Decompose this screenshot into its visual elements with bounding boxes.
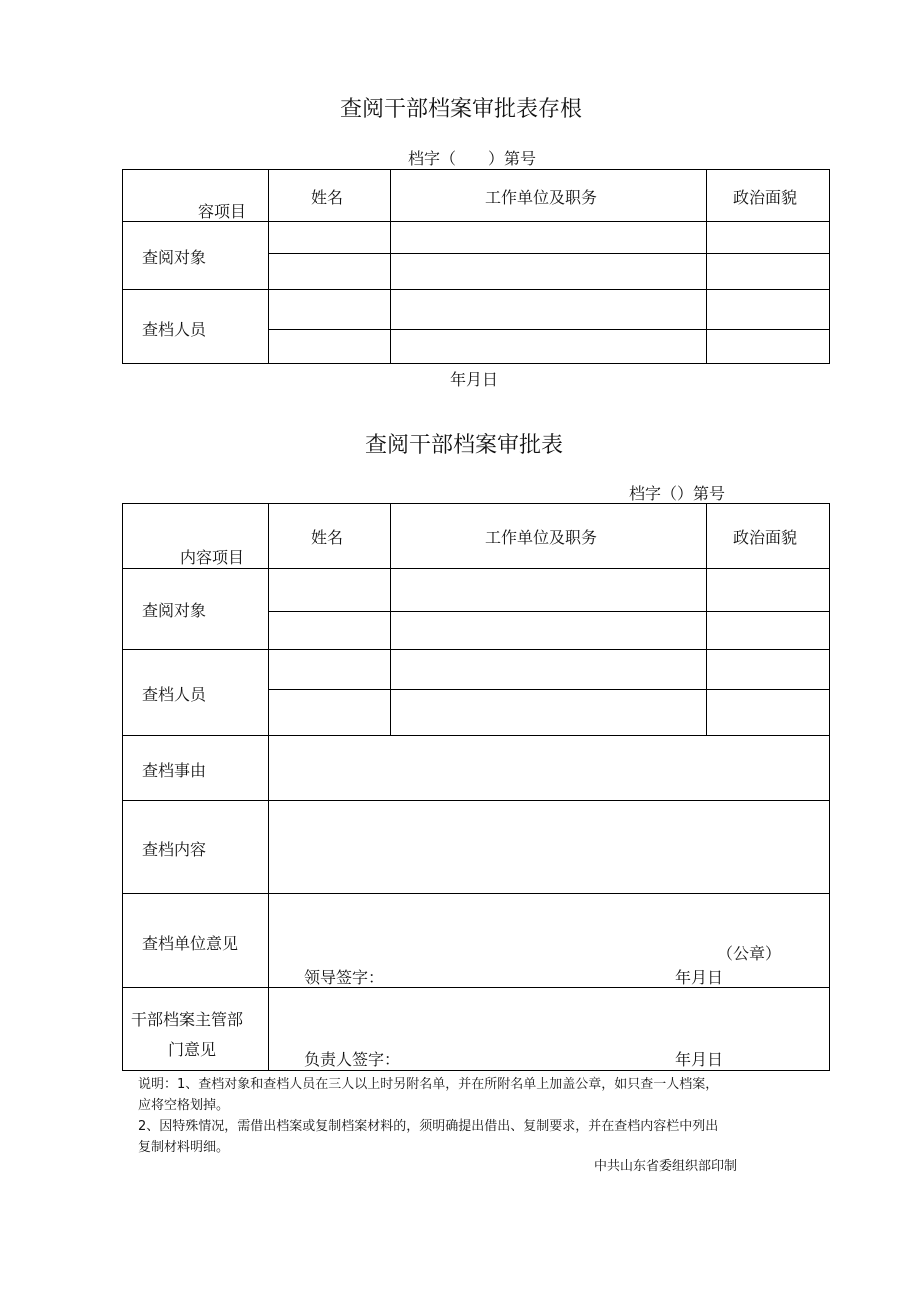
form-col-name: 姓名 [311,528,344,547]
form-row-reason: 查档事由 [142,761,207,780]
form-row-unit-opinion: 查档单位意见 [142,934,239,953]
form-col-politics: 政治面貌 [733,528,798,547]
stub-row-reader: 查档人员 [142,320,207,339]
stub-col-name: 姓名 [311,188,344,207]
stub-date: 年月日 [450,370,499,389]
note-line-4: 复制材料明细。 [138,1140,230,1155]
form-header-corner: 内容项目 [180,548,245,567]
stub-col-unit: 工作单位及职务 [485,188,598,207]
note-line-3: 2、因特殊情况，需借出档案或复制档案材料的，须明确提出借出、复制要求，并在查档内容栏中列出 [138,1119,719,1134]
dept-opinion-label-line2: 门意见 [168,1040,217,1059]
stub-row-target: 查阅对象 [142,248,207,267]
note-line-1: 说明：1、查档对象和查档人员在三人以上时另附名单，并在所附名单上加盖公章，如只查一人档案， [138,1077,719,1092]
stub-col-politics: 政治面貌 [733,188,798,207]
form-file-number: 档字（）第号 [629,484,726,503]
form-col-unit: 工作单位及职务 [485,528,598,547]
dept-opinion-label-line1: 干部档案主管部 [131,1010,244,1029]
leader-sign-label: 领导签字： [304,968,385,987]
form-title: 查阅干部档案审批表 [365,433,564,458]
stub-file-number: 档字（ ）第号 [408,149,537,168]
seal-label: （公章） [717,944,782,963]
issuer: 中共山东省委组织部印制 [594,1159,738,1174]
form-row-reader: 查档人员 [142,685,207,704]
form-row-target: 查阅对象 [142,601,207,620]
note-line-2: 应将空格划掉。 [138,1098,230,1113]
dept-opinion-date: 年月日 [675,1050,724,1069]
unit-opinion-date: 年月日 [675,968,724,987]
stub-header-corner: 容项目 [198,202,247,221]
stub-title: 查阅干部档案审批表存根 [340,97,583,122]
responsible-sign-label: 负责人签字： [304,1050,401,1069]
form-row-content: 查档内容 [142,840,207,859]
